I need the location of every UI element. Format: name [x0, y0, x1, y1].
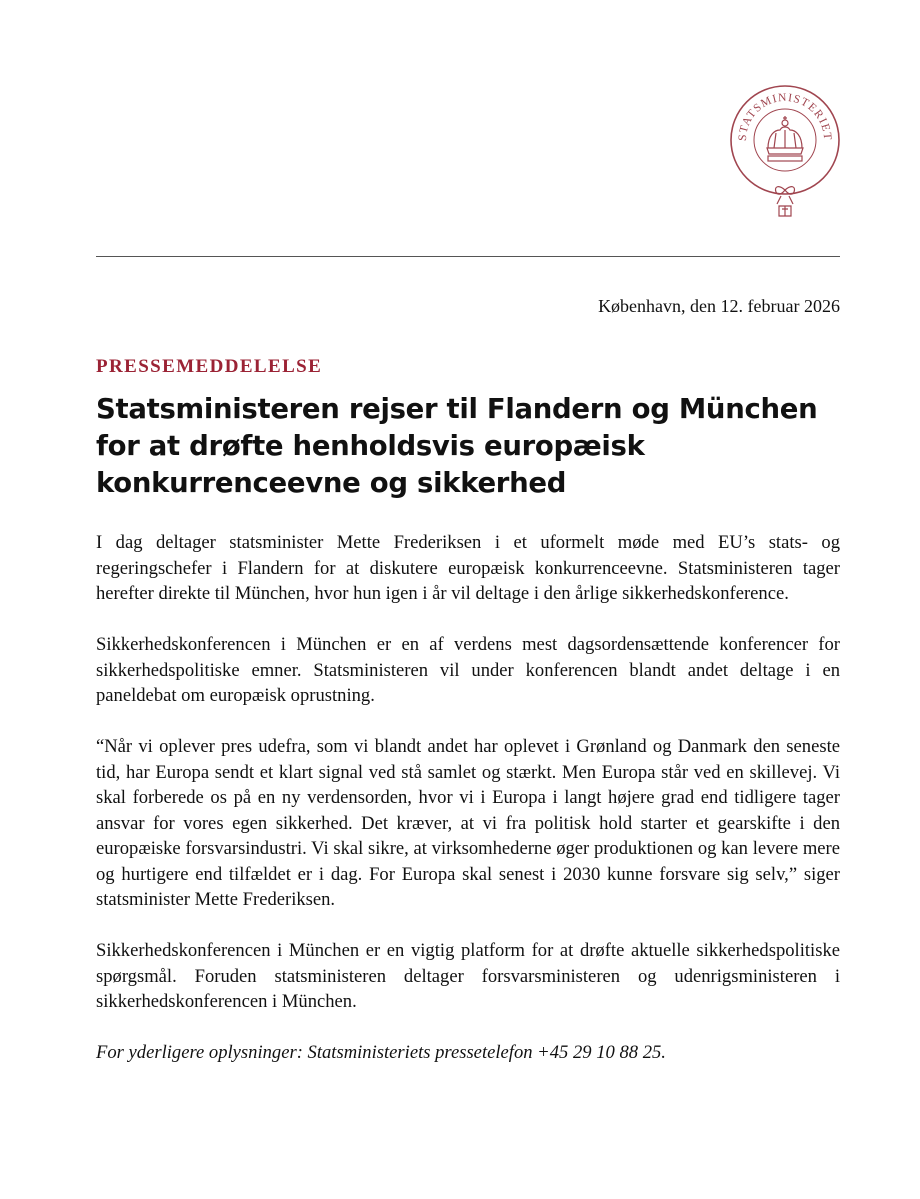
contact-info: For yderligere oplysninger: Statsministeriets pressetelefon +45 29 10 88 25.	[96, 1042, 666, 1063]
paragraph: Sikkerhedskonferencen i München er en af verdens mest dagsordensættende konferencer for sikkerhedspolitiske emner. Statsministeren vil under konferencen blandt andet deltage i en paneldebat om europæisk oprustning.	[96, 634, 840, 706]
dateline: København, den 12. februar 2026	[598, 296, 840, 316]
release-body	[96, 530, 840, 1091]
quote-paragraph: “Når vi oplever pres udefra, som vi blandt andet har oplevet i Grønland og Danmark den seneste tid, har Europa sendt et klart signal ved stå samlet og stærkt. Men Europa står ved en skillevej. Vi skal forberede os på en ny verdensorden, hvor vi i Europa i langt højere grad end tidligere tager ansvar for vores egen sikkerhed. Det kræver, at vi fra politisk hold starter et gearskifte i den europæiske forsvarsindustri. Vi skal sikre, at virksomhederne øger produktionen og kan levere mere og hurtigere end tilfældet er i dag. For Europa skal senest i 2030 kunne forsvare sig selv,” siger statsminister Mette Frederiksen.	[96, 736, 840, 910]
header-divider	[96, 256, 840, 257]
seal-text: STATSMINISTERIET	[736, 91, 834, 142]
ribbon-icon	[775, 187, 794, 216]
headline: Statsministeren rejser til Flandern og München for at drøfte henholdsvis europæisk konkurrenceevne og sikkerhed	[96, 393, 818, 499]
statsministeriet-seal	[724, 78, 846, 220]
press-release-label: PRESSEMEDDELELSE	[96, 356, 323, 377]
paragraph: I dag deltager statsminister Mette Frederiksen i et uformelt møde med EU’s stats- og regeringschefer i Flandern for at diskutere europæisk konkurrenceevne. Statsministeren tager herefter direkte til München, hvor hun igen i år vil deltage i den årlige sikkerhedskonference.	[96, 532, 840, 604]
crown-icon	[767, 116, 803, 161]
paragraph: Sikkerhedskonferencen i München er en vigtig platform for at drøfte aktuelle sikkerhedspolitiske spørgsmål. Foruden statsministeren deltager forsvarsministeren og udenrigsministeren i sikkerhedskonferencen i München.	[96, 940, 840, 1012]
